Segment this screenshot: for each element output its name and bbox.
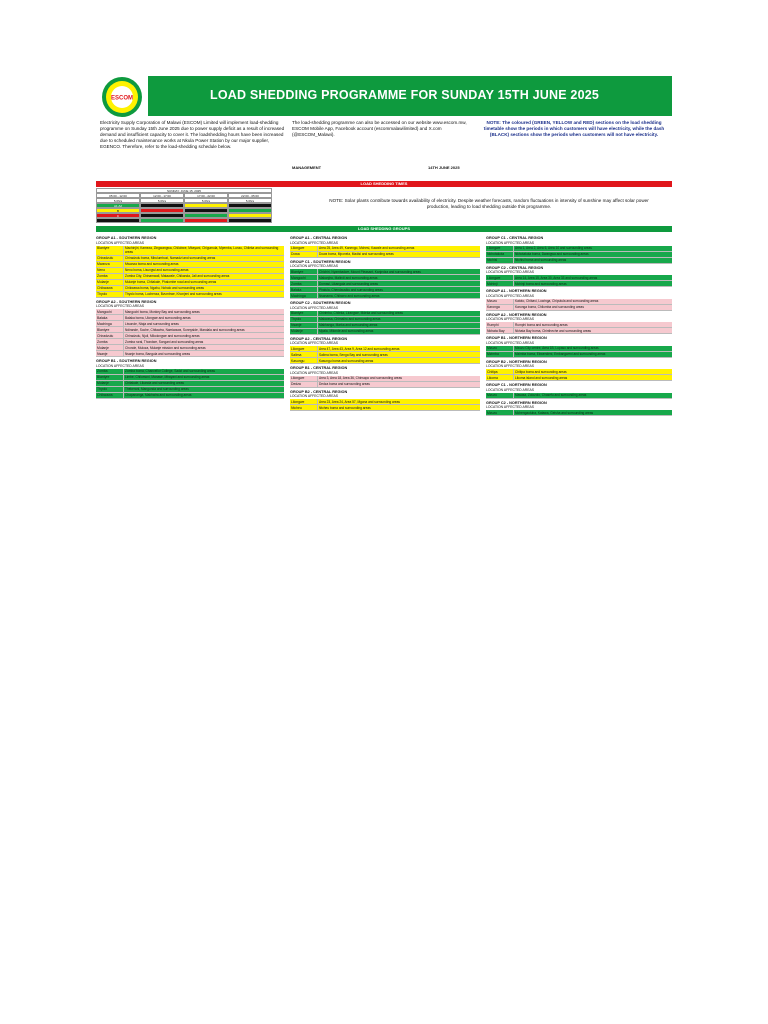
area-location: Thyolo	[96, 292, 124, 297]
group-subheading: LOCATION AFFECTED AREAS	[486, 340, 534, 345]
area-location: Mangochi	[290, 275, 318, 280]
group-title: GROUP C2 - CENTRAL REGION	[486, 265, 544, 270]
groups-column-1	[96, 234, 284, 399]
solar-note: NOTE: Solar plants contribute towards availability of electricity. Despite weather forecasts, random fluctuations in intensity of sunshine may affect solar power production, leading to load shedding outside this programme.	[329, 198, 649, 210]
group-subheading: LOCATION AFFECTED AREAS	[96, 240, 144, 245]
area-description: Chikwawa boma, Ngabu, Nchalo and surrounding areas	[125, 286, 205, 290]
area-description: Zomba City, Chinamwali, Matawale, Chikanda, Jali and surrounding areas	[125, 274, 230, 278]
management-label: MANAGEMENT	[292, 165, 322, 170]
area-row	[486, 258, 672, 264]
group-subheading: LOCATION AFFECTED AREAS	[290, 240, 338, 245]
area-location: Machinga	[290, 293, 318, 298]
area-description: Nsanama, Chikweo and surrounding areas	[319, 293, 380, 298]
area-location: Lilongwe	[486, 246, 514, 251]
area-location: Mzimba	[486, 352, 514, 357]
area-location: Thyolo	[96, 387, 124, 392]
group-subheading: LOCATION AFFECTED AREAS	[290, 305, 338, 310]
group-subheading: LOCATION AFFECTED AREAS	[290, 341, 338, 345]
area-description: Chiradzulu boma, Mbulumbuzi, Namadzi and surrounding areas	[125, 256, 216, 260]
area-description: Mchengautuba, Katawa, Geisha and surrounding areas	[515, 410, 594, 415]
area-description: Chitipa boma and surrounding areas	[515, 369, 567, 374]
area-description: Domasi, Likangala and surrounding areas	[319, 281, 379, 286]
area-location: Lilongwe	[290, 399, 318, 404]
times-cell	[228, 218, 272, 223]
group-subheading: LOCATION AFFECTED AREAS	[96, 363, 144, 368]
area-location: Chikwawa	[96, 286, 124, 291]
group-subheading: LOCATION AFFECTED AREAS	[486, 293, 534, 298]
area-location: Blantyre	[290, 269, 318, 274]
times-cell: A1 A2	[96, 203, 140, 208]
intro-note-text: NOTE: The coloured (GREEN, YELLOW and RED) sections on the load shedding timetable show the periods in which customers will have electricity, while the dash (BLACK) sections show the periods when customers will not have electricity.	[483, 120, 665, 137]
area-description: Neno boma, Lisungwi and surrounding areas	[125, 268, 189, 272]
area-description: Area 1, Area 2, Area 6, Area 10 and surrounding areas	[515, 246, 592, 250]
group-subheading: LOCATION AFFECTED AREAS	[290, 370, 338, 375]
area-location: Mangochi	[96, 309, 124, 314]
area-location: Dedza	[290, 382, 318, 387]
times-cell: SUNDAY, JUNE 15, 2025	[96, 188, 272, 193]
area-location: Mulanje	[290, 329, 318, 334]
area-location: Chiradzulu	[96, 333, 124, 338]
area-description: Chichiri, Nyambadwe, Mount Pleasant, Kanjedza and surrounding areas	[319, 269, 421, 274]
area-description: Dedza boma and surrounding areas	[319, 382, 370, 386]
area-description: Zomba boma, Chancellor College, Sadzi and surrounding areas	[125, 369, 216, 373]
times-cell: B	[96, 208, 140, 213]
area-location: Mzuzu	[486, 346, 514, 351]
area-location: Machinga	[96, 321, 124, 326]
area-row	[290, 293, 480, 299]
area-description: Kasungu boma and surrounding areas	[319, 358, 374, 363]
management-date: 14TH JUNE 2025	[428, 165, 460, 170]
area-description: Likoma island and surrounding areas	[515, 375, 568, 380]
area-location: Nkhotakota	[486, 252, 514, 257]
area-description: Zomba rural, Thondwe, Songani and surrounding areas	[125, 339, 204, 344]
group-title: GROUP C1 - CENTRAL REGION	[486, 236, 544, 240]
group-title: GROUP B2 - NORTHERN REGION	[486, 359, 547, 364]
area-description: Area 47, Area 43, Area 9, Area 12 and surrounding areas	[319, 346, 400, 351]
group-subheading: LOCATION AFFECTED AREAS	[290, 394, 338, 398]
times-cell: 5.0hrs	[228, 198, 272, 203]
times-row	[96, 218, 272, 223]
area-description: Nkhata Bay boma, Chintheche and surrounding areas	[515, 328, 592, 333]
load-shedding-document	[96, 76, 672, 846]
area-location: Karonga	[486, 305, 514, 310]
area-description: Liwonde, Ntaja and surrounding areas	[125, 321, 179, 326]
area-location: Mzuzu	[486, 299, 514, 304]
area-description: Nkhotakota boma, Dwangwa and surrounding areas	[515, 252, 589, 256]
area-location: Mulanje	[96, 381, 124, 386]
group-title: GROUP A1 - NORTHERN REGION	[486, 289, 547, 293]
groups-heading: LOAD SHEDDING GROUPS	[96, 226, 672, 232]
times-cell: 5.0hrs	[184, 198, 228, 203]
times-cell: 5.0hrs	[96, 198, 140, 203]
area-location: Blantyre	[96, 375, 124, 380]
area-description: Mzimba boma, Ekwendeni, Embangweni and surrounding areas	[515, 352, 606, 356]
area-description: Makhanga, Marka and surrounding areas	[319, 323, 378, 327]
area-location: Chikwawa	[96, 393, 124, 398]
group-subheading: LOCATION AFFECTED AREAS	[486, 364, 534, 368]
group-title: GROUP B1 - SOUTHERN REGION	[96, 359, 157, 363]
area-location: Lilongwe	[290, 246, 318, 251]
area-row	[290, 252, 480, 258]
escom-logo	[100, 76, 144, 118]
group-title: GROUP C1 - SOUTHERN REGION	[290, 259, 351, 264]
area-description: Area 14, Area 15, Area 30, Area 33 and surrounding areas	[515, 275, 598, 280]
area-location: Lilongwe	[486, 275, 514, 280]
logo-text: ESCOM	[110, 95, 134, 102]
area-row	[290, 405, 480, 411]
area-description: Limbe, Chilomoni, Manase, Mbayani and surrounding areas	[125, 375, 210, 379]
area-row	[486, 375, 672, 381]
area-description: Rumphi boma and surrounding areas	[515, 322, 568, 327]
area-description: Thekerani, Mangunda and surrounding areas	[125, 387, 189, 391]
document-header	[96, 76, 672, 116]
area-location: Nsanje	[96, 351, 124, 356]
area-location: Mwanza	[96, 262, 124, 267]
area-description: Chapananga, Makhwira and surrounding areas	[125, 393, 192, 397]
times-cell	[96, 218, 140, 223]
area-location: Ntcheu	[290, 405, 318, 410]
area-location: Chitipa	[486, 369, 514, 374]
area-row	[486, 410, 672, 416]
area-description: Masasa, Zolozolo, Chasefu and surrounding areas	[515, 393, 587, 397]
times-cell: C	[96, 213, 140, 218]
area-description: Thyolo boma, Luchenza, Bvumbwe, Khonjeni and surrounding areas	[125, 292, 222, 296]
group-subheading: LOCATION AFFECTED AREAS	[486, 317, 534, 321]
group-title: GROUP C1 - NORTHERN REGION	[486, 383, 547, 387]
area-description: Area 3, Area 18, Area 36, Chinsapo and surrounding areas	[319, 376, 402, 380]
area-location: Zomba	[96, 339, 124, 344]
group-title: GROUP A1 - SOUTHERN REGION	[96, 236, 157, 240]
area-location: Salima	[290, 352, 318, 357]
intro-left-text: Electricity Supply Corporation of Malawi (ESCOM) Limited will implement load-shedding programme on Sunday 15th June 2025 due to power supply deficit as a result of increased demand and insufficient capacity to cover it. The loadshedding hours have been increased due to scheduled maintenance works at Nkula Power Station by our major supplier, EGENCO. Therefore, refer to the load-shedding schedule below.	[100, 120, 285, 149]
area-description: Chonde, Muloza, Mulanje mission and surrounding areas	[125, 345, 206, 350]
area-location: Ntchisi	[486, 258, 514, 263]
area-description: Ndirande, Soche, Chitawira, Namiwawa, Sunnyside, Mandala and surrounding areas	[125, 327, 245, 332]
groups-column-3	[486, 234, 672, 416]
group-subheading: LOCATION AFFECTED AREAS	[486, 387, 534, 392]
area-description: Salima boma, Senga Bay and surrounding areas	[319, 352, 388, 357]
area-location: Chiradzulu	[96, 256, 124, 261]
area-description: Ntcheu boma and surrounding areas	[319, 405, 371, 410]
group-title: GROUP A2 - CENTRAL REGION	[290, 336, 348, 341]
area-description: Karonga boma, Chilumba and surrounding areas	[515, 305, 584, 309]
area-description: Area 25, Area 49, Kanengo, Mchesi, Kawale and surrounding areas	[319, 246, 415, 250]
area-row	[96, 351, 284, 357]
group-title: GROUP A1 - CENTRAL REGION	[290, 236, 348, 240]
area-location: Blantyre	[290, 311, 318, 316]
area-location: Neno	[96, 268, 124, 273]
area-location: Lilongwe	[290, 376, 318, 381]
area-location: Mchinji	[486, 281, 514, 286]
area-description: Chiradzulu, Njuli, Mikolongwe and surrounding areas	[125, 333, 200, 338]
area-location: Lilongwe	[290, 346, 318, 351]
area-row	[290, 329, 480, 335]
area-location: Zomba	[96, 274, 124, 279]
area-location: Nsanje	[290, 323, 318, 328]
area-row	[96, 246, 284, 256]
area-location: Zomba	[290, 281, 318, 286]
group-subheading: LOCATION AFFECTED AREAS	[486, 240, 534, 245]
group-subheading: LOCATION AFFECTED AREAS	[486, 405, 534, 409]
times-heading: LOAD SHEDDING TIMES	[96, 181, 672, 187]
group-title: GROUP A2 - SOUTHERN REGION	[96, 299, 157, 304]
area-location: Thyolo	[290, 317, 318, 322]
area-description: Machinjiri, Kameza, Zingwangwa, Chilobwe, Mbayani, Chigumula, Mpemba, Lunzu, Chileka and surrounding areas	[125, 246, 279, 254]
area-description: Balaka boma, Ulongwe and surrounding areas	[125, 315, 191, 320]
area-description: Ntchisi boma and surrounding areas	[515, 258, 567, 262]
group-title: GROUP B1 - NORTHERN REGION	[486, 336, 547, 340]
area-description: Area 23, Area 24, Area 57, Mgona and surrounding areas	[319, 399, 400, 404]
area-location: Mulanje	[96, 280, 124, 285]
times-cell: 5.0hrs	[140, 198, 184, 203]
times-cell	[184, 218, 228, 223]
times-grid	[96, 188, 272, 223]
area-description: Nsanje boma, Bangula and surrounding areas	[125, 351, 191, 356]
area-location: Mulanje	[96, 345, 124, 350]
area-row	[486, 393, 672, 399]
group-title: GROUP C2 - NORTHERN REGION	[486, 400, 547, 405]
area-location: Zomba	[96, 369, 124, 374]
group-title: GROUP A2 - NORTHERN REGION	[486, 312, 547, 317]
group-subheading: LOCATION AFFECTED AREAS	[290, 264, 338, 268]
area-location: Balaka	[96, 315, 124, 320]
area-location: Blantyre	[96, 327, 124, 332]
times-cell: 05:00 - 12:00	[96, 193, 140, 198]
group-title: GROUP B2 - CENTRAL REGION	[290, 389, 348, 394]
times-cell: 12:00 - 17:00	[140, 193, 184, 198]
area-description: Mchinji boma and surrounding areas	[515, 281, 567, 286]
area-description: Makanjira, Malindi and surrounding areas	[319, 275, 378, 280]
area-row	[290, 358, 480, 364]
area-location: Balaka	[290, 287, 318, 292]
area-row	[486, 305, 672, 311]
area-row	[290, 382, 480, 388]
area-description: Mangochi boma, Monkey Bay and surrounding areas	[125, 309, 200, 314]
area-location: Likoma	[486, 375, 514, 380]
page-title: LOAD SHEDDING PROGRAMME FOR SUNDAY 15TH JUNE 2025	[210, 88, 600, 102]
area-description: Chitakale, Likanda and surrounding areas	[125, 381, 185, 385]
area-description: Katoto, Chibavi, Luwinga, Chiputula and surrounding areas	[515, 299, 599, 303]
area-location: Blantyre	[96, 246, 124, 255]
area-description: Phalula, Chendausiku and surrounding areas	[319, 287, 383, 292]
area-description: Mpala, Milonde and surrounding areas	[319, 329, 374, 333]
area-description: Makwasa, Chimaliro and surrounding areas	[319, 317, 381, 321]
area-location: Dowa	[290, 252, 318, 257]
times-cell: 22:00 - 05:00	[228, 193, 272, 198]
group-subheading: LOCATION AFFECTED AREAS	[96, 304, 144, 308]
times-cell	[140, 218, 184, 223]
area-description: Mzuzu City centre, Area 1B, Lupaso and surrounding areas	[515, 346, 599, 350]
group-title: GROUP B1 - CENTRAL REGION	[290, 366, 348, 370]
area-location: Mzuzu	[486, 410, 514, 415]
area-location: Nkhata Bay	[486, 328, 514, 333]
group-subheading: LOCATION AFFECTED AREAS	[486, 270, 534, 274]
area-row	[486, 281, 672, 287]
area-row	[96, 292, 284, 298]
area-description: Chirimba, Chileka, Lirangwe, Mdeka and surrounding areas	[319, 311, 403, 315]
area-row	[486, 352, 672, 358]
groups-column-2	[290, 234, 480, 411]
area-description: Mulanje boma, Chitakale, Phalombe road and surrounding areas	[125, 280, 217, 284]
area-location: Kasungu	[290, 358, 318, 363]
area-description: Dowa boma, Mponela, Madisi and surrounding areas	[319, 252, 394, 256]
area-location: Mzuzu	[486, 393, 514, 398]
times-cell: 17:00 - 22:00	[184, 193, 228, 198]
area-row	[96, 393, 284, 399]
area-row	[486, 328, 672, 334]
area-location: Rumphi	[486, 322, 514, 327]
intro-mid-text: The load-shedding programme can also be accessed on our website www.escom.mw, ESCOM Mobile App, Facebook account (escommalawilimited) and X.com (@ESCOM_Malawi).	[292, 120, 467, 137]
group-title: GROUP C2 - SOUTHERN REGION	[290, 301, 351, 305]
area-description: Mwanza boma and surrounding areas	[125, 262, 179, 266]
